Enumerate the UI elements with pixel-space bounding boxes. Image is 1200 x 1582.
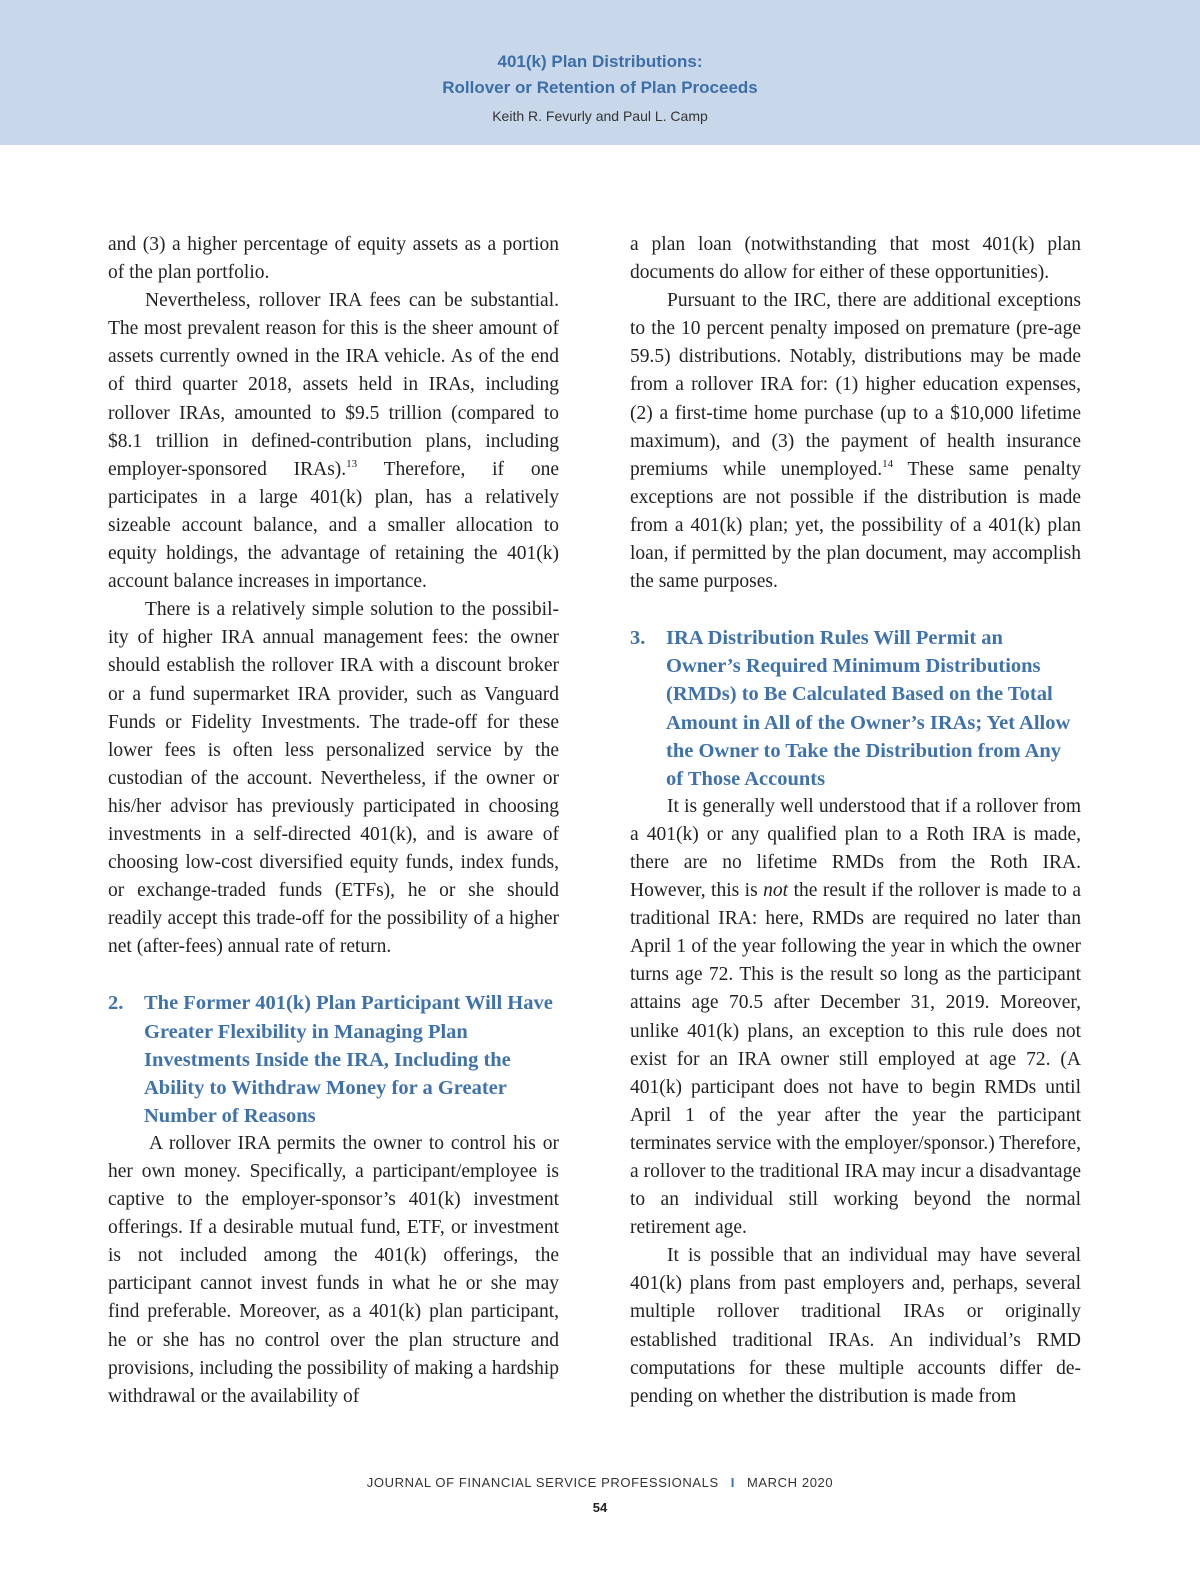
left-column bbox=[108, 231, 559, 1411]
section-title: IRA Distribution Rules Will Permit an Owner’s Required Minimum Distributions (RMDs) to Be Calculated Based on the Total Amount in All of the Owner’s IRAs; Yet Allow the Owner to Take the Distribution from Any of Those Accounts bbox=[666, 627, 1071, 790]
issue-date: MARCH 2020 bbox=[746, 1475, 834, 1490]
paragraph: It is possible that an individual may have several 401(k) plans from past employers and, perhaps, several multiple rollover traditional IRAs or originally established traditional IRAs. An individual’s RMD computations for these multiple accounts differ depending on whether the distribution is made from bbox=[630, 1245, 1081, 1407]
paragraph: Pursuant to the IRC, there are additional exceptions to the 10 percent penalty imposed on premature (pre-age 59.5) distributions. Notably, distributions may be made from a rollover IRA for: (1) higher education expenses, (2) a first-time home purchase (up to a $10,000 lifetime maximum), and (3) the payment of health insurance premiums while unemployed.$^{14}$ These same penalty exceptions are not possible if the distribution is made from a 401(k) plan; yet, the possibility of a 401(k) plan loan, if permitted by the plan document, may accomplish the same purposes. bbox=[630, 290, 1081, 593]
journal-name: JOURNAL OF FINANCIAL SERVICE PROFESSIONALS bbox=[366, 1475, 719, 1490]
footnote-ref: 14 bbox=[882, 457, 894, 470]
article-authors: Keith R. Fevurly and Paul L. Camp bbox=[492, 108, 708, 124]
right-column bbox=[630, 231, 1081, 1411]
page-number: 54 bbox=[592, 1500, 608, 1515]
section-heading bbox=[108, 989, 559, 1129]
section-heading bbox=[630, 624, 1081, 793]
paragraph: A rollover IRA permits the owner to control his or her own money. Specifically, a participant/employee is captive to the employer-sponsor’s 401(k) investment offerings. If a desirable mutual fund, ETF, or investment is not included among the 401(k) offerings, the participant cannot invest funds in what he or she may find preferable. Moreover, as a 401(k) plan participant, he or she has no control over the plan structure and provisions, including the possibility of making a hardship withdrawal or the availability of bbox=[108, 1132, 559, 1407]
paragraph: Nevertheless, rollover IRA fees can be substantial. The most prevalent reason for this is the sheer amount of assets currently owned in the IRA vehicle. As of the end of third quarter 2018, assets held in IRAs, including rollover IRAs, amounted to $9.5 trillion (compared to $8.1 trillion in defined-contribution plans, including employer-sponsored IRAs).$^{13}$ Therefore, if one participates in a large 401(k) plan, has a relatively sizeable account balance, and a smaller allocation to equity holdings, the advantage of retaining the 401(k) account balance increases in importance. bbox=[108, 290, 559, 593]
footnote-ref: 13 bbox=[346, 457, 358, 470]
article-title-line-1: 401(k) Plan Distributions: bbox=[497, 52, 703, 71]
section-number: 3. bbox=[630, 627, 646, 650]
paragraph: and (3) a higher percentage of equity assets as a portion of the plan portfolio. bbox=[108, 234, 559, 284]
article-title-line-2: Rollover or Retention of Plan Proceeds bbox=[442, 78, 758, 97]
paragraph: There is a relatively simple solution to the possibility of higher IRA annual management fees: the owner should establish the rollover IRA with a discount broker or a fund supermarket IRA provider, such as Vanguard Funds or Fidelity Investments. The trade-off for these lower fees is often less personalized service by the custodian of the account. Nevertheless, if the owner or his/her advisor has previously participated in choosing investments in a self-directed 401(k), and is aware of choosing low-cost diversified equity funds, index funds, or exchange-traded funds (ETFs), he or she should readily accept this trade-off for the possibility of a higher net (after-fees) annual rate of return. bbox=[108, 599, 559, 958]
section-title: The Former 401(k) Plan Participant Will Have Greater Flexibility in Managing Plan Investments Inside the IRA, Including the Ability to Withdraw Money for a Greater Number of Reasons bbox=[144, 992, 553, 1127]
emphasis: not bbox=[763, 880, 789, 902]
paragraph: It is generally well understood that if a rollover from a 401(k) or any qualified plan to a Roth IRA is made, there are no lifetime RMDs from the Roth IRA. However, this is not the result if the rollover is made to a traditional IRA: here, RMDs are required no later than April 1 of the year following the year in which the owner turns age 72. This is the result so long as the participant attains age 70.5 after December 31, 2019. Moreover, unlike 401(k) plans, an exception to this rule does not exist for an IRA owner still employed at age 72. (A 401(k) participant does not have to begin RMDs until April 1 of the year after the year the participant terminates service with the employer/sponsor.) Therefore, a rollover to the traditional IRA may incur a disadvantage to an individual still working beyond the normal retirement age. bbox=[630, 795, 1082, 1239]
footer-separator: I bbox=[730, 1475, 735, 1490]
page-header bbox=[0, 0, 1200, 145]
paragraph: a plan loan (notwithstanding that most 401(k) plan documents do allow for either of these opportunities). bbox=[630, 234, 1081, 284]
section-number: 2. bbox=[108, 992, 124, 1015]
page-footer bbox=[0, 1475, 1200, 1490]
